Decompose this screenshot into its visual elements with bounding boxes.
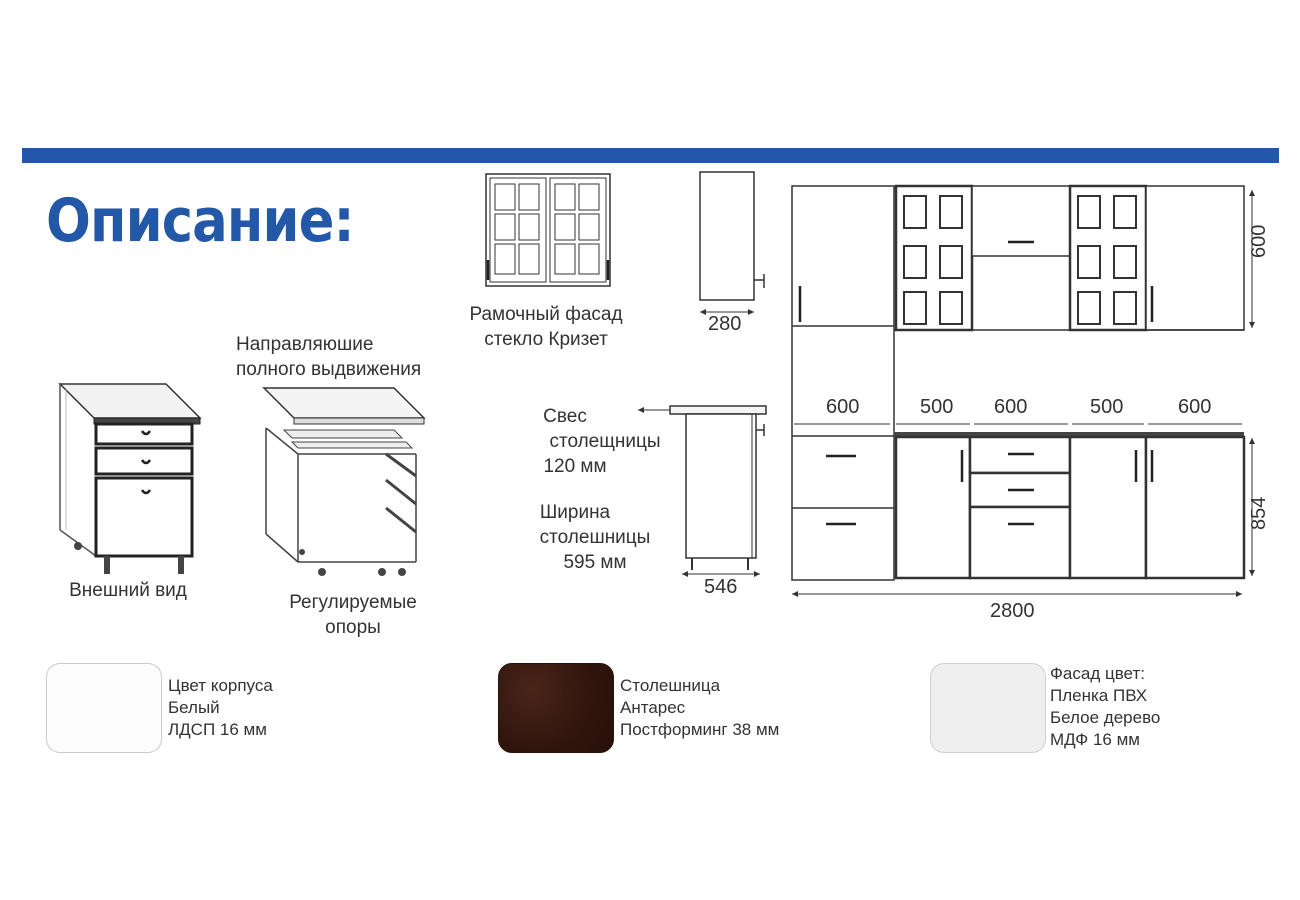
facade-line2: Пленка ПВХ xyxy=(1050,686,1148,705)
countertop-swatch xyxy=(498,663,614,753)
wall-depth-dim: 280 xyxy=(708,313,742,335)
drawer-cabinet-drawing xyxy=(58,380,208,580)
facade-line3: Белое дерево xyxy=(1050,708,1161,727)
header-bar xyxy=(22,148,1279,163)
rail-label-line1: Направляюшие xyxy=(236,334,374,355)
frame-label-line1: Рамочный фасад xyxy=(469,304,623,325)
body-color-line2: Белый xyxy=(168,698,220,717)
base-depth-dim: 546 xyxy=(704,576,738,598)
overhang-label-line2: столещницы xyxy=(549,431,661,452)
lower-width-dim-3: 600 xyxy=(994,396,1028,418)
facade-color-swatch xyxy=(930,663,1046,753)
body-color-line1: Цвет корпуса xyxy=(168,676,273,695)
lower-width-dim-1: 600 xyxy=(826,396,860,418)
facade-line1: Фасад цвет: xyxy=(1050,664,1145,683)
rail-label-line2: полного выдвижения xyxy=(236,359,422,380)
exterior-label: Внешний вид xyxy=(69,580,187,601)
page-title: Описание: xyxy=(46,186,354,256)
countertop-line3: Постформинг 38 мм xyxy=(620,720,780,739)
overhang-label-line3: 120 мм xyxy=(543,456,607,477)
lower-height-dim: 854 xyxy=(1248,496,1270,530)
lower-width-dim-2: 500 xyxy=(920,396,954,418)
countertop-line1: Столешница xyxy=(620,676,721,695)
frame-rails-drawing xyxy=(262,384,432,584)
overhang-label-line1: Свес xyxy=(543,406,587,427)
body-color-line3: ЛДСП 16 мм xyxy=(168,720,267,739)
wall-cabinet-side-drawing xyxy=(694,170,774,330)
feet-label-line2: опоры xyxy=(325,617,381,638)
facade-line4: МДФ 16 мм xyxy=(1050,730,1140,749)
width-label-line1: Ширина xyxy=(539,502,611,523)
frame-label-line2: стекло Кризет xyxy=(484,329,608,350)
total-width-dim: 2800 xyxy=(990,600,1035,622)
width-label-line2: столешницы xyxy=(539,527,651,548)
countertop-line2: Антарес xyxy=(620,698,686,717)
body-color-swatch xyxy=(46,663,162,753)
feet-label-line1: Регулируемые xyxy=(289,592,417,613)
lower-width-dim-5: 600 xyxy=(1178,396,1212,418)
lower-width-dim-4: 500 xyxy=(1090,396,1124,418)
width-label-line3: 595 мм xyxy=(563,552,627,573)
base-cabinet-side-drawing xyxy=(636,400,776,580)
upper-height-dim: 600 xyxy=(1248,224,1270,258)
glass-facade-drawing xyxy=(484,172,614,292)
